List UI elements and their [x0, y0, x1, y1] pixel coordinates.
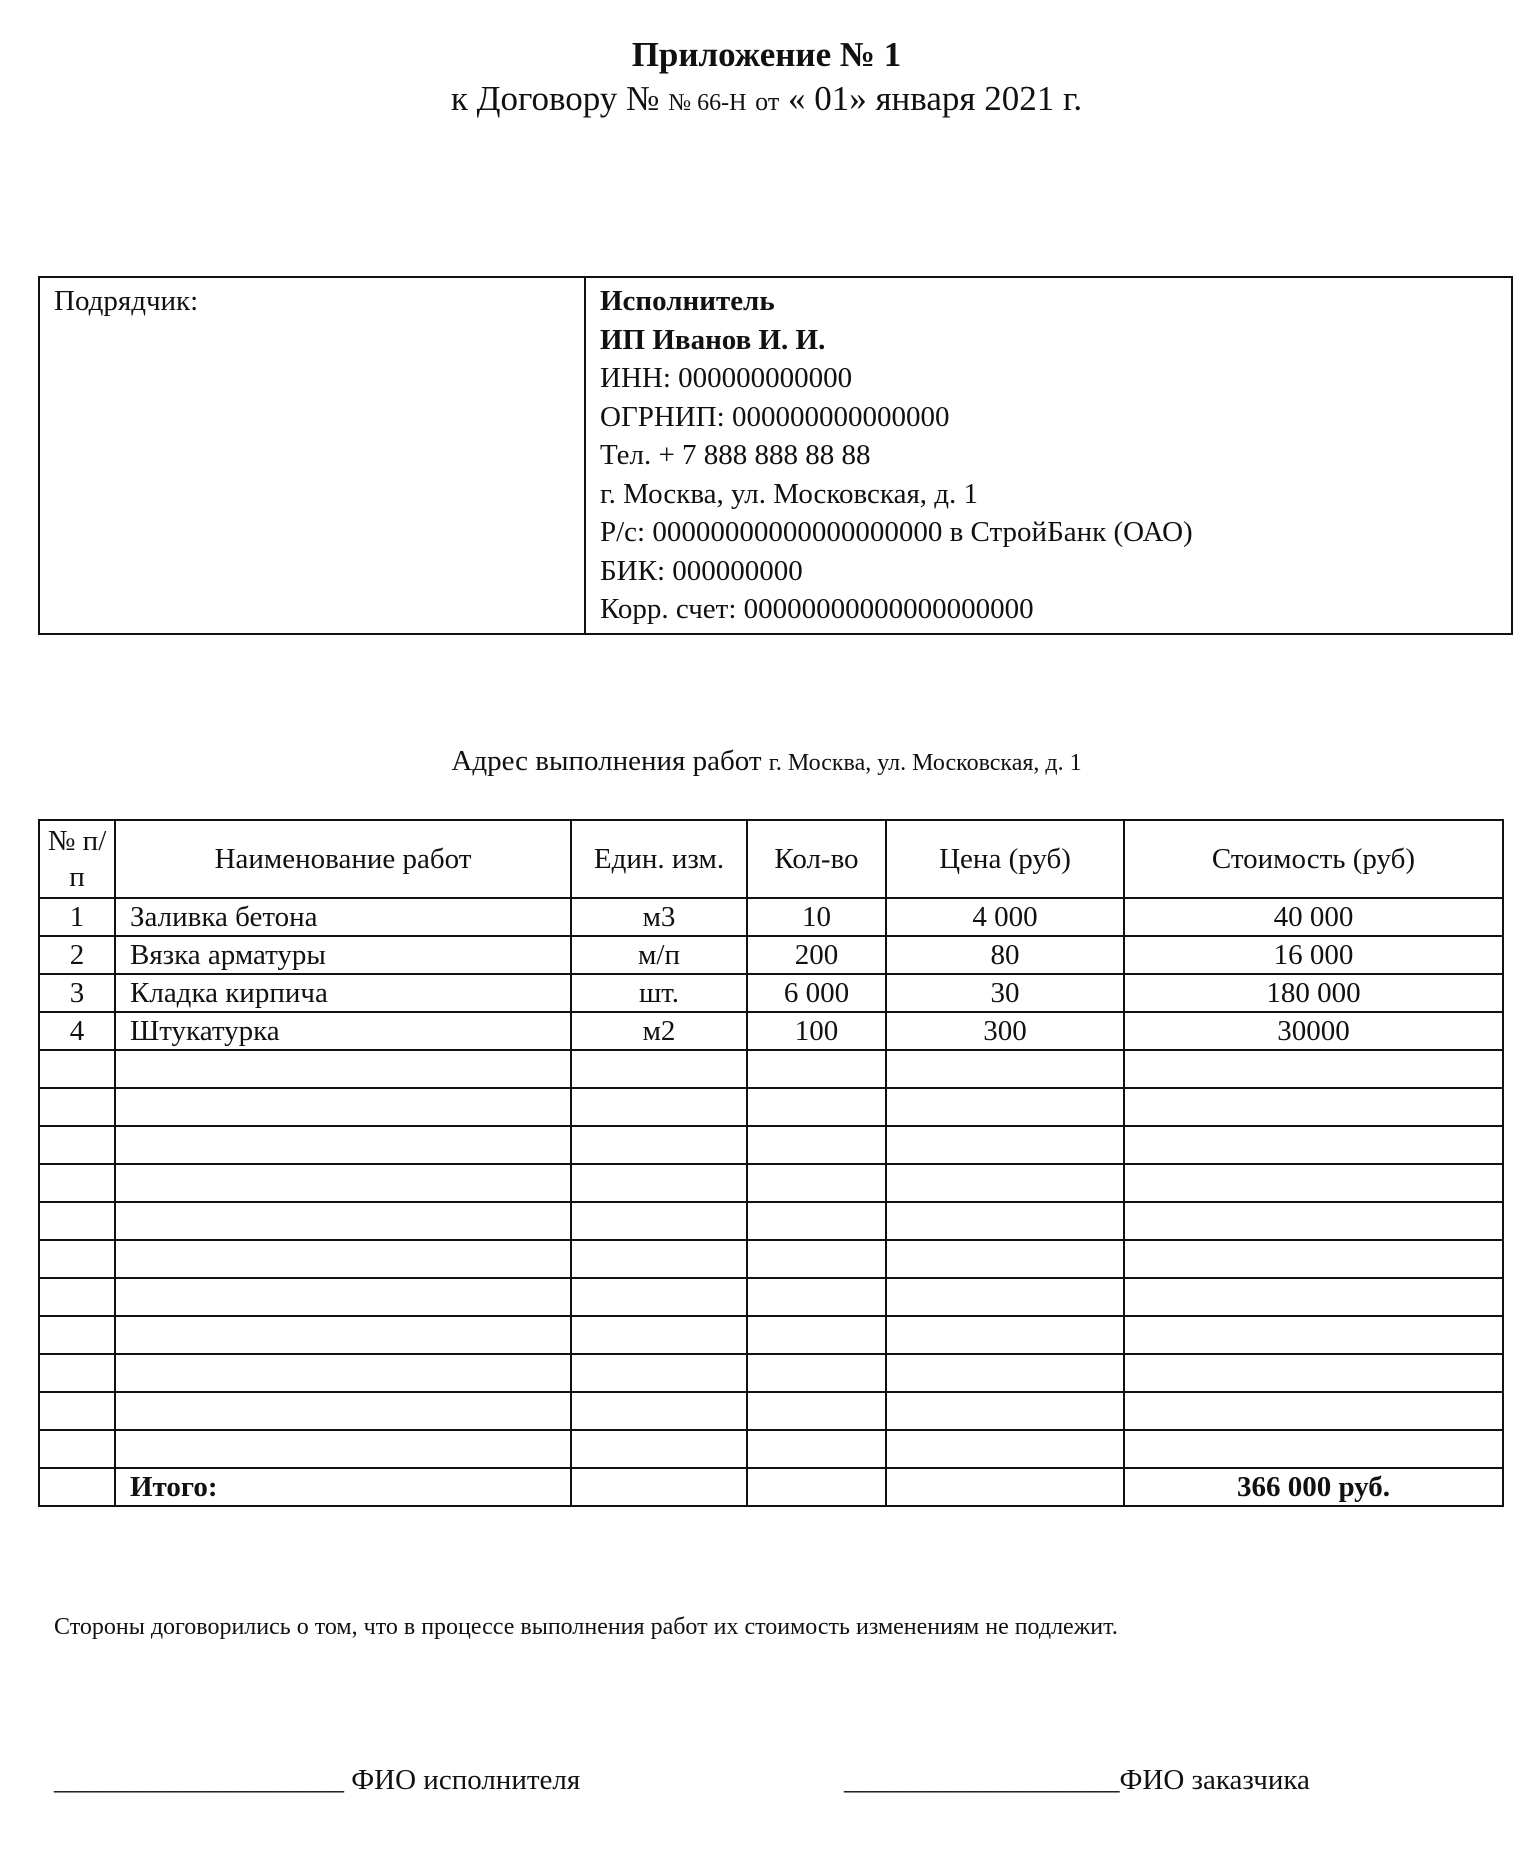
executor-phone: Тел. + 7 888 888 88 88	[600, 439, 871, 471]
empty-cell	[1124, 1050, 1503, 1088]
executor-name: ИП Иванов И. И.	[600, 323, 826, 356]
row-qty: 10	[747, 898, 886, 936]
empty-cell	[886, 1126, 1124, 1164]
empty-cell	[115, 1088, 571, 1126]
empty-cell	[571, 1164, 747, 1202]
executor-address: г. Москва, ул. Московская, д. 1	[600, 477, 979, 510]
empty-cell	[747, 1240, 886, 1278]
empty-cell	[747, 1164, 886, 1202]
empty-row	[39, 1164, 1503, 1202]
contract-number: № 66-Н	[668, 90, 747, 116]
empty-cell	[1124, 1240, 1503, 1278]
customer-signature-label: ФИО заказчика	[1119, 1764, 1310, 1796]
empty-cell	[115, 1392, 571, 1430]
row-price: 300	[886, 1012, 1124, 1050]
empty-cell	[571, 1088, 747, 1126]
empty-cell	[747, 1468, 886, 1506]
empty-row	[39, 1316, 1503, 1354]
parties-table	[38, 276, 1513, 635]
empty-cell	[747, 1050, 886, 1088]
total-value: 366 000 руб.	[1124, 1468, 1503, 1506]
empty-cell	[39, 1278, 115, 1316]
contractor-cell	[39, 277, 585, 634]
row-qty: 6 000	[747, 974, 886, 1012]
document-subtitle	[0, 78, 1533, 124]
empty-cell	[571, 1202, 747, 1240]
customer-signature-line: ___________________	[844, 1764, 1120, 1796]
header-name: Наименование работ	[115, 820, 571, 898]
row-num: 2	[39, 936, 115, 974]
table-row	[39, 898, 1503, 936]
row-unit: м/п	[571, 936, 747, 974]
empty-cell	[1124, 1126, 1503, 1164]
empty-cell	[115, 1202, 571, 1240]
row-unit: м3	[571, 898, 747, 936]
empty-cell	[747, 1126, 886, 1164]
empty-cell	[1124, 1164, 1503, 1202]
empty-cell	[886, 1088, 1124, 1126]
executor-ogrnip: ОГРНИП: 000000000000000	[600, 400, 950, 433]
document-title: Приложение № 1	[631, 35, 902, 74]
executor-account: Р/с: 00000000000000000000 в СтройБанк (ОАО)	[600, 516, 1193, 548]
empty-cell	[115, 1316, 571, 1354]
row-num: 4	[39, 1012, 115, 1050]
empty-cell	[571, 1354, 747, 1392]
empty-cell	[1124, 1088, 1503, 1126]
row-qty: 200	[747, 936, 886, 974]
header-unit: Един. изм.	[571, 820, 747, 898]
empty-cell	[1124, 1278, 1503, 1316]
empty-cell	[747, 1316, 886, 1354]
empty-cell	[39, 1468, 115, 1506]
empty-cell	[886, 1430, 1124, 1468]
executor-heading: Исполнитель	[600, 285, 775, 317]
total-row	[39, 1468, 1503, 1506]
empty-cell	[39, 1126, 115, 1164]
header-qty: Кол-во	[747, 820, 886, 898]
row-num: 3	[39, 974, 115, 1012]
empty-cell	[747, 1354, 886, 1392]
empty-cell	[747, 1278, 886, 1316]
row-cost: 30000	[1124, 1012, 1503, 1050]
row-name: Заливка бетона	[115, 898, 571, 936]
empty-cell	[1124, 1392, 1503, 1430]
subtitle-prefix: к Договору №	[450, 79, 669, 118]
row-price: 30	[886, 974, 1124, 1012]
empty-cell	[886, 1050, 1124, 1088]
empty-cell	[886, 1278, 1124, 1316]
work-address-line	[0, 742, 1533, 782]
empty-row	[39, 1240, 1503, 1278]
empty-cell	[115, 1164, 571, 1202]
empty-row	[39, 1050, 1503, 1088]
customer-signature	[844, 1762, 1310, 1798]
executor-signature-line: ____________________	[54, 1764, 344, 1796]
empty-cell	[115, 1050, 571, 1088]
empty-cell	[571, 1392, 747, 1430]
row-name: Кладка кирпича	[115, 974, 571, 1012]
empty-cell	[39, 1240, 115, 1278]
table-row	[39, 1012, 1503, 1050]
row-qty: 100	[747, 1012, 886, 1050]
empty-row	[39, 1392, 1503, 1430]
agreement-text: Стороны договорились о том, что в процессе выполнения работ их стоимость изменениям не подлежит.	[54, 1614, 1118, 1640]
header-price: Цена (руб)	[886, 820, 1124, 898]
empty-cell	[747, 1202, 886, 1240]
empty-cell	[39, 1164, 115, 1202]
row-name: Штукатурка	[115, 1012, 571, 1050]
empty-row	[39, 1202, 1503, 1240]
empty-cell	[1124, 1354, 1503, 1392]
works-table-header-row	[39, 820, 1503, 898]
empty-cell	[747, 1088, 886, 1126]
empty-cell	[571, 1278, 747, 1316]
empty-cell	[886, 1202, 1124, 1240]
empty-cell	[39, 1050, 115, 1088]
empty-cell	[571, 1126, 747, 1164]
empty-cell	[571, 1050, 747, 1088]
executor-inn: ИНН: 000000000000	[600, 362, 853, 394]
empty-cell	[1124, 1202, 1503, 1240]
work-address-value: г. Москва, ул. Московская, д. 1	[768, 750, 1082, 776]
empty-row	[39, 1126, 1503, 1164]
row-num: 1	[39, 898, 115, 936]
empty-cell	[39, 1202, 115, 1240]
executor-bik: БИК: 000000000	[600, 554, 803, 587]
executor-signature-label: ФИО исполнителя	[344, 1764, 581, 1796]
empty-cell	[747, 1430, 886, 1468]
empty-cell	[39, 1354, 115, 1392]
empty-cell	[747, 1392, 886, 1430]
table-row	[39, 974, 1503, 1012]
empty-cell	[39, 1316, 115, 1354]
row-cost: 16 000	[1124, 936, 1503, 974]
empty-cell	[39, 1088, 115, 1126]
contractor-label: Подрядчик:	[54, 285, 199, 317]
empty-cell	[886, 1354, 1124, 1392]
header-num: № п/п	[39, 820, 115, 898]
executor-signature	[54, 1762, 580, 1798]
empty-cell	[39, 1392, 115, 1430]
empty-cell	[886, 1392, 1124, 1430]
empty-cell	[886, 1316, 1124, 1354]
empty-cell	[886, 1468, 1124, 1506]
empty-cell	[115, 1354, 571, 1392]
header-cost: Стоимость (руб)	[1124, 820, 1503, 898]
row-cost: 40 000	[1124, 898, 1503, 936]
total-label: Итого:	[115, 1468, 571, 1506]
contract-date: « 01» января 2021 г.	[779, 79, 1083, 118]
empty-cell	[39, 1430, 115, 1468]
empty-cell	[115, 1240, 571, 1278]
row-price: 80	[886, 936, 1124, 974]
empty-cell	[115, 1430, 571, 1468]
row-unit: м2	[571, 1012, 747, 1050]
empty-cell	[886, 1240, 1124, 1278]
empty-cell	[115, 1126, 571, 1164]
work-address-label: Адрес выполнения работ	[451, 745, 762, 777]
empty-cell	[1124, 1430, 1503, 1468]
row-name: Вязка арматуры	[115, 936, 571, 974]
empty-cell	[571, 1468, 747, 1506]
empty-cell	[571, 1316, 747, 1354]
empty-cell	[886, 1164, 1124, 1202]
empty-cell	[1124, 1316, 1503, 1354]
empty-cell	[571, 1430, 747, 1468]
empty-row	[39, 1430, 1503, 1468]
subtitle-ot: от	[755, 87, 780, 116]
executor-corr-account: Корр. счет: 00000000000000000000	[600, 593, 1034, 625]
row-price: 4 000	[886, 898, 1124, 936]
works-table	[38, 819, 1504, 1507]
row-cost: 180 000	[1124, 974, 1503, 1012]
empty-row	[39, 1354, 1503, 1392]
empty-cell	[115, 1278, 571, 1316]
table-row	[39, 936, 1503, 974]
empty-row	[39, 1278, 1503, 1316]
row-unit: шт.	[571, 974, 747, 1012]
executor-cell	[585, 277, 1512, 634]
empty-row	[39, 1088, 1503, 1126]
empty-cell	[571, 1240, 747, 1278]
